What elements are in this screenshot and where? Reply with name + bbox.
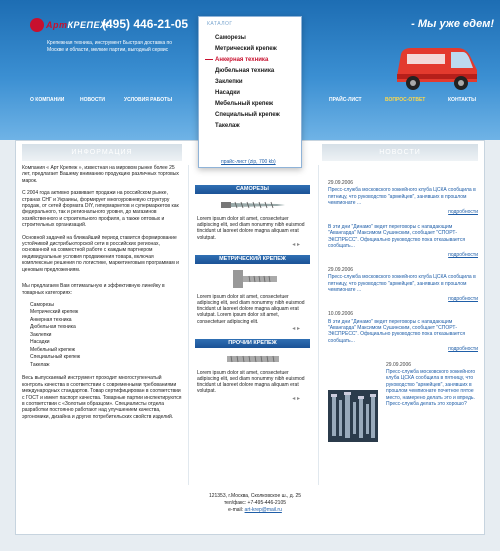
- nav-about[interactable]: О КОМПАНИИ: [30, 97, 65, 103]
- category-list: [30, 302, 182, 370]
- category-list-item: Дюбельная техника: [30, 324, 76, 331]
- category-list-item: Такелаж: [30, 361, 50, 368]
- news-item: [328, 224, 478, 258]
- category-list-item: Насадки: [30, 339, 50, 346]
- news-more-link[interactable]: подробности: [448, 295, 478, 302]
- news-text[interactable]: Пресс-служба московского хоккейного клуба ЦСКА сообщила в пятницу, что руководство "армейцев", занявших в прошлом чемпионате ...: [328, 274, 476, 294]
- product-nav-arrows[interactable]: ◂ ▸: [292, 395, 300, 402]
- product-title[interactable]: ПРОЧИИ КРЕПЕЖ: [195, 339, 310, 348]
- nav-news[interactable]: НОВОСТИ: [80, 97, 106, 103]
- catalog-item[interactable]: Заклепки: [215, 79, 243, 85]
- logo-mark-icon: [30, 18, 44, 32]
- catalog-list: [215, 35, 280, 134]
- about-paragraph: Основной задачей на ближайший период ставится формирование устойчивой дистрибьюторской сети в российских регионах, основанной на совместной работе с каждым партнером индивидуальные условия продвижения товара, включая комплексные решения по логистике, маркетинговым программам и ценовым предложениям.: [22, 234, 179, 273]
- catalog-title: КАТАЛОГ: [207, 21, 233, 27]
- about-column: [22, 165, 182, 426]
- news-date: 10.09.2006: [328, 311, 354, 318]
- product-title[interactable]: САМОРЕЗЫ: [195, 185, 310, 194]
- footer-email: [190, 507, 320, 514]
- category-list-item: Метрический крепеж: [30, 309, 79, 316]
- product-description: Lorem ipsum dolor sit amet, consectetuer adipiscing elit, sed diam nonummy nibh euismod tincidunt ut laoreet dolore magna aliquam erat volutpat.: [197, 369, 305, 395]
- nav-pricelist[interactable]: ПРАЙС-ЛИСТ: [329, 97, 362, 103]
- category-list-item: Мебельный крепеж: [30, 346, 75, 353]
- news-item: [328, 311, 478, 352]
- header-tagline: Крепежная техника, инструмент Быстрая доставка по Москве и области, мелкие партии, выгодный сервис: [47, 40, 173, 53]
- news-column: [328, 180, 478, 419]
- logo-text: АртКРЕПЕЖ: [46, 20, 109, 30]
- catalog-dropdown: [198, 16, 302, 168]
- news-item: [328, 180, 478, 215]
- catalog-item[interactable]: Дюбельная техника: [215, 68, 275, 74]
- news-item: [328, 267, 478, 302]
- nav-contacts[interactable]: КОНТАКТЫ: [448, 97, 477, 103]
- footer-phone: тел/факс: +7-495-446-2105: [223, 500, 287, 506]
- about-paragraph: Весь выпускаемый инструмент проходит многоступенчатый контроль качества в соответствии с современными требованиями международных стандартов. Товар сертифицирован в соответствии с ГОСТ и имеет паспорт качества. Товарные партии инспектируются в соответствии с «Золотым образцом». Специалисты отдела разработки постоянно работают над улучшением качества, эргономики, дизайна и других потребительских свойств изделий.: [22, 375, 182, 420]
- pricelist-link[interactable]: прайс-лист (zip, 700 kb): [221, 159, 276, 165]
- news-text[interactable]: Пресс-служба московского хоккейного клуба ЦСКА сообщила в пятницу, что руководство "армейцев", занявших в прошлом чемпионате почетное пятое место, намерено делать это и впредь. Пресс-служба делать это хорошо?: [386, 368, 476, 407]
- catalog-item[interactable]: Такелаж: [215, 123, 240, 129]
- products-column: [195, 185, 310, 403]
- product-block: [195, 339, 310, 403]
- news-more-link[interactable]: подробности: [448, 251, 478, 258]
- about-paragraph: Компания « Арт Крепеж », известная на мировом рынке более 25 лет, предлагает Вашему вниманию продукцию различных торговых марок.: [22, 165, 179, 184]
- news-text[interactable]: В эти дни "Динамо" ведет переговоры с нападающим "Авангарда" Максимом Сушинским, сообщает "СПОРТ-ЭКСПРЕСС". Официально руководство пока отказывается сообщать...: [328, 318, 466, 344]
- news-more-link[interactable]: подробности: [448, 208, 478, 215]
- phone-number: (495) 446-21-05: [102, 17, 189, 31]
- category-list-item: Заклепки: [30, 331, 52, 338]
- product-title[interactable]: МЕТРИЧЕСКИЙ КРЕПЕЖ: [195, 255, 310, 264]
- category-list-item: Специальный крепеж: [30, 354, 81, 361]
- catalog-item[interactable]: Специальный крепеж: [215, 112, 280, 118]
- header-slogan: - Мы уже едем!: [411, 18, 494, 30]
- logo[interactable]: [30, 18, 109, 32]
- bolt-icon: [195, 264, 310, 294]
- news-text[interactable]: Пресс-служба московского хоккейного клуба ЦСКА сообщила в пятницу, что руководство "армейцев", занявших в прошлом чемпионате ...: [328, 187, 476, 207]
- news-date: 29.09.2006: [328, 180, 354, 186]
- category-list-item: Анкерная техника: [30, 316, 72, 323]
- category-list-item: Саморезы: [30, 301, 55, 308]
- catalog-item[interactable]: Саморезы: [215, 35, 246, 41]
- news-date: 29.09.2006: [328, 267, 354, 274]
- screw-icon: [195, 194, 310, 216]
- catalog-item[interactable]: Мебельный крепеж: [215, 101, 274, 107]
- footer: [190, 493, 320, 514]
- fasteners-photo: [328, 390, 378, 442]
- product-nav-arrows[interactable]: ◂ ▸: [292, 325, 300, 332]
- column-divider: [188, 165, 189, 485]
- about-paragraph: Мы предлагаем Вам оптимальную и эффективную линейку в товарных категориях:: [22, 283, 165, 296]
- footer-address: 121353, г.Москва, Сколковское ш., д. 25: [208, 493, 302, 499]
- product-nav-arrows[interactable]: ◂ ▸: [292, 241, 300, 248]
- column-divider: [318, 165, 319, 485]
- news-date: 29.09.2006: [386, 361, 412, 368]
- info-section-header: ИНФОРМАЦИЯ: [22, 144, 182, 161]
- news-section-header: НОВОСТИ: [322, 144, 478, 161]
- footer-email-label: e-mail:: [228, 507, 244, 513]
- product-description: Lorem ipsum dolor sit amet, consectetuer adipiscing elit, sed diam nonummy nibh euismod tincidunt ut laoreet dolore magna aliquam erat volutpat. Lorem ipsum dolor sit amet, consectetuer adipiscing elit.: [197, 293, 305, 325]
- product-block: [195, 255, 310, 333]
- about-paragraph: С 2004 года активно развивает продажи на российском рынке, странах СНГ и Украины, формирует многоуровневую структуру продаж, от сетей формата DIY, гипермаркетов и супермаркетов как федерального, так и регионального уровня, до магазинов хозяйственного и строительного профиля, а также оптовых и строительных организаций.: [22, 190, 179, 229]
- nav-terms[interactable]: УСЛОВИЯ РАБОТЫ: [124, 97, 173, 103]
- delivery-van-image: [393, 36, 481, 94]
- fastener-icon: [195, 348, 310, 370]
- news-more-link[interactable]: подробности: [448, 346, 478, 353]
- product-block: [195, 185, 310, 249]
- nav-faq[interactable]: ВОПРОС-ОТВЕТ: [385, 97, 426, 103]
- catalog-item[interactable]: Метрический крепеж: [215, 46, 277, 52]
- news-text[interactable]: В эти дни "Динамо" ведет переговоры с нападающим "Авангарда" Максимом Сушинским, сообщает "СПОРТ-ЭКСПРЕСС". Официально руководство пока отказывается сообщать...: [328, 224, 466, 250]
- catalog-item[interactable]: Насадки: [215, 90, 240, 96]
- product-description: Lorem ipsum dolor sit amet, consectetuer adipiscing elit, sed diam nonummy nibh euismod tincidunt ut laoreet dolore magna aliquam erat volutpat.: [197, 216, 305, 241]
- catalog-item-active[interactable]: Анкерная техника: [215, 57, 280, 68]
- footer-email-link[interactable]: art-krep@mail.ru: [244, 507, 282, 513]
